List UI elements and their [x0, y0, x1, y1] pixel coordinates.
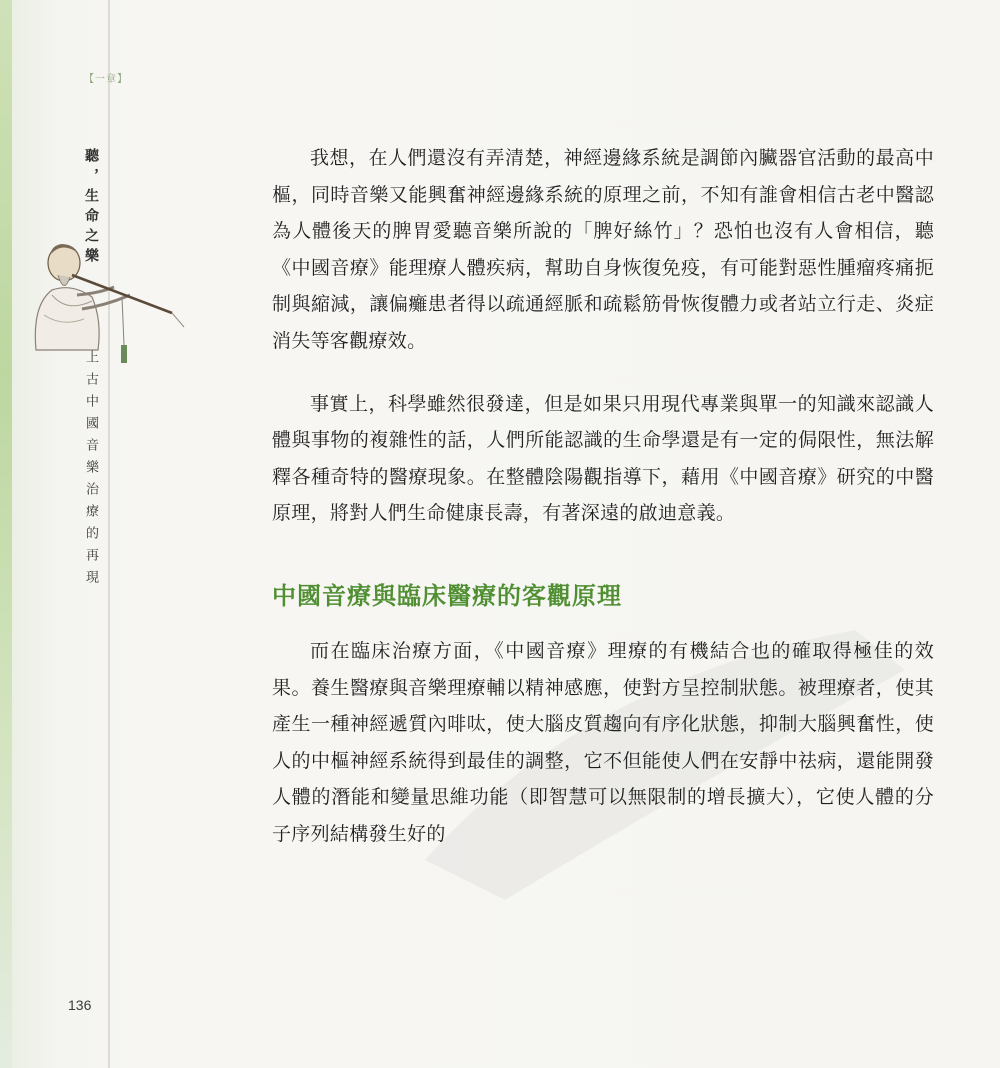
- book-subtitle: 上古中國音樂治療的再現: [83, 350, 98, 592]
- section-heading: 中國音療與臨床醫療的客觀原理: [272, 580, 622, 610]
- paragraph-1: 我想，在人們還沒有弄清楚，神經邊緣系統是調節內臟器官活動的最高中樞，同時音樂又能興奮神經邊緣系統的原理之前，不知有誰會相信古老中醫認為人體後天的脾胃愛聽音樂所說的「脾好絲竹」？恐怕也沒有人會相信，聽《中國音療》能理療人體疾病，幫助自身恢復免疫，有可能對惡性腫瘤疼痛扼制與縮減，讓偏癱患者得以疏通經脈和疏鬆筋骨恢復體力或者站立行走、炎症消失等客觀療效。: [272, 147, 934, 352]
- margin-divider: [108, 0, 110, 1068]
- green-edge-strip: [0, 0, 12, 1068]
- article-body: [272, 140, 934, 853]
- paragraph-2: 事實上，科學雖然很發達，但是如果只用現代專業與單一的知識來認識人體與事物的複雜性的話，人們所能認識的生命學還是有一定的侷限性，無法解釋各種奇特的醫療現象。在整體陰陽觀指導下，藉用《中國音療》研究的中醫原理，將對人們生命健康長壽，有著深遠的啟迪意義。: [272, 392, 934, 525]
- page-number: 136: [68, 997, 92, 1013]
- chapter-tag: 【一章】: [84, 74, 128, 85]
- paragraph-3: 而在臨床治療方面，《中國音療》理療的有機結合也的確取得極佳的效果。養生醫療與音樂理療輔以精神感應，使對方呈控制狀態。被理療者，使其產生一種神經遞質內啡呔，使大腦皮質趨向有序化狀態，抑制大腦興奮性，使人的中樞神經系統得到最佳的調整，它不但能使人們在安靜中祛病，還能開發人體的潛能和變量思維功能（即智慧可以無限制的增長擴大），它使人體的分子序列結構發生好的: [272, 639, 934, 845]
- book-title: 聽，生命之樂: [83, 148, 99, 268]
- flute-player-illustration: [22, 235, 187, 370]
